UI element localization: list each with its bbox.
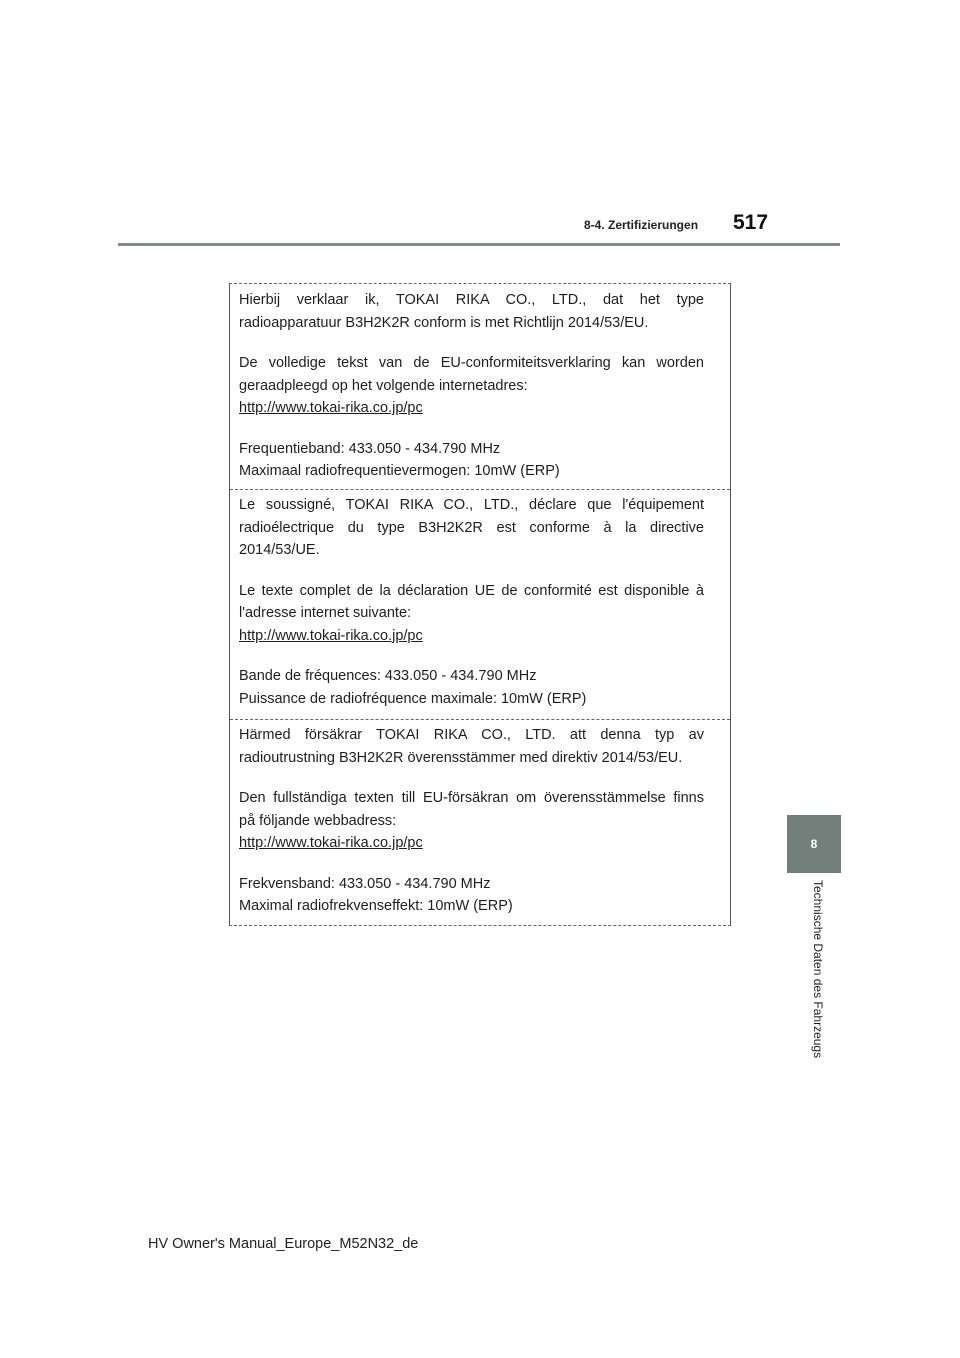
declaration-line: radioapparatuur B3H2K2R conform is met Richtlijn 2014/53/EU. <box>239 314 649 331</box>
max-power: Maximal radiofrekvenseffekt: 10mW (ERP) <box>239 898 513 914</box>
doc-text-line: Den fullständiga texten till EU-försäkran om överensstämmelse finns <box>239 790 704 806</box>
doc-text-line: på följande webbadress: <box>239 812 397 829</box>
section-title: 8-4. Zertifizierungen <box>584 218 699 232</box>
url-link[interactable]: http://www.tokai-rika.co.jp/pc <box>239 400 423 416</box>
declaration-line: 2014/53/UE. <box>239 542 320 558</box>
chapter-tab[interactable] <box>787 815 841 873</box>
declaration-line: Le soussigné, TOKAI RIKA CO., LTD., déclare que l'équipement <box>239 497 704 513</box>
declaration-line: radioélectrique du type B3H2K2R est conforme à la directive <box>239 519 704 536</box>
chapter-label: Technische Daten des Fahrzeugs <box>811 880 825 1059</box>
frequency-band: Bande de fréquences: 433.050 - 434.790 MHz <box>239 668 537 684</box>
frequency-band: Frekvensband: 433.050 - 434.790 MHz <box>239 875 491 892</box>
doc-text-line: l'adresse internet suivante: <box>239 605 412 621</box>
declaration-block-swedish <box>230 719 730 918</box>
declaration-line: Hierbij verklaar ik, TOKAI RIKA CO., LTD., dat het type <box>239 292 704 308</box>
declaration-line: radioutrustning B3H2K2R överensstämmer med direktiv 2014/53/EU. <box>239 749 683 766</box>
declaration-line: Härmed försäkrar TOKAI RIKA CO., LTD. att denna typ av <box>239 727 704 743</box>
certification-box <box>229 283 731 926</box>
chapter-number: 8 <box>810 837 818 851</box>
footer-manual-id: HV Owner's Manual_Europe_M52N32_de <box>148 1236 419 1252</box>
declaration-block-french <box>230 489 730 710</box>
doc-text-line: geraadpleegd op het volgende internetadres: <box>239 377 528 394</box>
max-power: Puissance de radiofréquence maximale: 10mW (ERP) <box>239 690 587 707</box>
declaration-block-dutch <box>230 284 730 483</box>
page-number: 517 <box>733 211 769 234</box>
url-link[interactable]: http://www.tokai-rika.co.jp/pc <box>239 627 423 644</box>
doc-text-line: Le texte complet de la déclaration UE de conformité est disponible à <box>239 582 704 599</box>
header-rule <box>118 243 840 246</box>
max-power: Maximaal radiofrequentievermogen: 10mW (ERP) <box>239 463 560 479</box>
frequency-band: Frequentieband: 433.050 - 434.790 MHz <box>239 440 501 457</box>
url-link[interactable]: http://www.tokai-rika.co.jp/pc <box>239 835 423 851</box>
doc-text-line: De volledige tekst van de EU-conformiteitsverklaring kan worden <box>239 355 704 371</box>
